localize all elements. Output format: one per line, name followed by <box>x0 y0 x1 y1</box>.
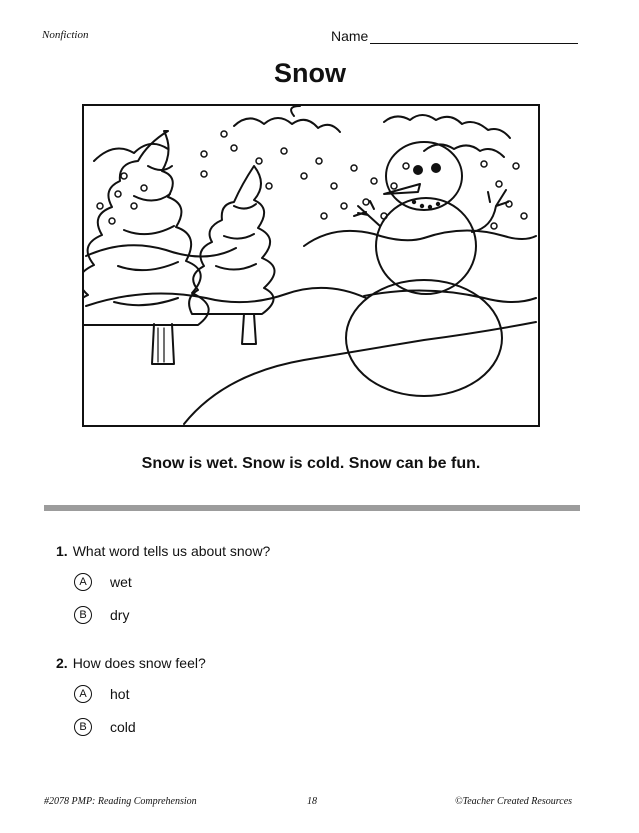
question-1-option-b[interactable] <box>74 606 129 624</box>
question-1-option-a[interactable] <box>74 573 132 591</box>
option-text: wet <box>110 574 132 590</box>
name-line <box>370 29 578 44</box>
caption: Snow is wet. Snow is cold. Snow can be fun. <box>141 455 481 472</box>
question-2-option-a[interactable] <box>74 685 129 703</box>
question-2 <box>56 655 206 671</box>
footer-page-number: 18 <box>307 796 317 807</box>
category-label: Nonfiction <box>42 29 89 41</box>
snow-scene-illustration <box>82 104 540 427</box>
answer-bubble[interactable]: B <box>74 718 92 736</box>
option-text: hot <box>110 686 130 702</box>
answer-bubble[interactable]: A <box>74 685 92 703</box>
question-number: 1. <box>56 543 68 559</box>
answer-bubble[interactable]: B <box>74 606 92 624</box>
option-text: cold <box>110 719 136 735</box>
footer-publisher: ©Teacher Created Resources <box>455 796 573 807</box>
option-text: dry <box>110 607 130 623</box>
footer-book-title: #2078 PMP: Reading Comprehension <box>44 796 197 807</box>
question-text: How does snow feel? <box>72 655 206 671</box>
name-label: Name <box>331 28 369 44</box>
divider <box>44 505 580 511</box>
page-title: Snow <box>274 58 346 88</box>
question-2-option-b[interactable] <box>74 718 136 736</box>
name-field <box>331 28 578 44</box>
question-text: What word tells us about snow? <box>72 543 271 559</box>
question-1 <box>56 543 270 559</box>
question-number: 2. <box>56 655 68 671</box>
answer-bubble[interactable]: A <box>74 573 92 591</box>
